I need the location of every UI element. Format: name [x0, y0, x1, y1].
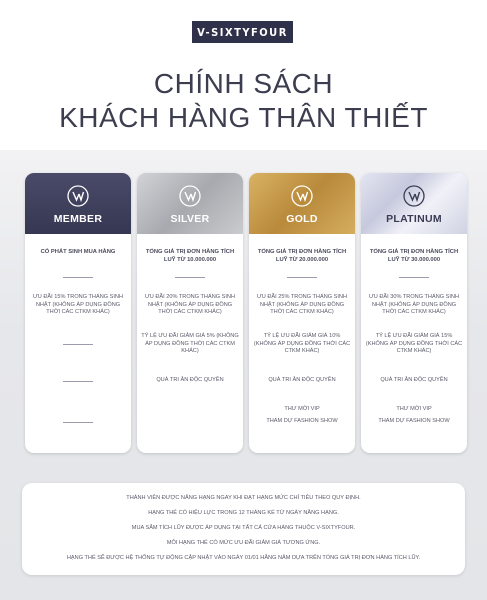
divider: [63, 381, 93, 382]
tier-birthday-benefit: ƯU ĐÃI 20% TRONG THÁNG SINH NHẬT (KHÔNG ÁP DỤNG ĐỒNG THỜI CÁC CTKM KHÁC): [144, 294, 236, 316]
tier-card-header: [137, 173, 243, 234]
tier-logo-icon: [290, 184, 314, 208]
tier-name: SILVER: [170, 213, 210, 225]
tier-name: GOLD: [286, 213, 318, 225]
policy-note: HẠNG THẺ CÓ HIỆU LỰC TRONG 12 THÁNG KỂ TỪ NGÀY NÂNG HẠNG.: [148, 510, 339, 516]
divider: [287, 277, 317, 278]
tier-card-silver: [137, 173, 243, 453]
tier-name: PLATINUM: [386, 213, 442, 225]
policy-note: HẠNG THẺ SẼ ĐƯỢC HỆ THỐNG TỰ ĐỘNG CẬP NHẬT VÀO NGÀY 01/01 HẰNG NĂM DỰA TRÊN TỔNG GIÁ TRỊ ĐƠN HÀNG TÍCH LŨY.: [66, 555, 421, 561]
divider: [63, 277, 93, 278]
tier-gift-benefit: QUÀ TRI ÂN ĐỘC QUYỀN: [156, 377, 224, 383]
tier-show-benefit: THAM DỰ FASHION SHOW: [378, 418, 450, 424]
tier-birthday-benefit: ƯU ĐÃI 15% TRONG THÁNG SINH NHẬT (KHÔNG ÁP DỤNG ĐỒNG THỜI CÁC CTKM KHÁC): [32, 294, 124, 316]
tier-discount-benefit: TỶ LỆ ƯU ĐÃI GIẢM GIÁ 10% (KHÔNG ÁP DỤNG ĐỒNG THỜI CÁC CTKM KHÁC): [253, 333, 351, 355]
page-title-line2: KHÁCH HÀNG THÂN THIẾT: [59, 102, 428, 133]
divider: [63, 344, 93, 345]
tier-card-gold: [249, 173, 355, 453]
tier-discount-benefit: TỶ LỆ ƯU ĐÃI GIẢM GIÁ 15% (KHÔNG ÁP DỤNG ĐỒNG THỜI CÁC CTKM KHÁC): [365, 333, 463, 355]
tier-card-member: [25, 173, 131, 453]
tier-card-header: [25, 173, 131, 234]
policy-note: MỖI HẠNG THẺ CÓ MỨC ƯU ĐÃI GIẢM GIÁ TƯƠNG ỨNG.: [166, 540, 321, 546]
tier-show-benefit: THAM DỰ FASHION SHOW: [266, 418, 338, 424]
tier-name: MEMBER: [53, 213, 103, 225]
tier-vip-benefit: THƯ MỜI VIP: [396, 406, 432, 412]
tier-gift-benefit: QUÀ TRI ÂN ĐỘC QUYỀN: [380, 377, 448, 383]
divider: [63, 422, 93, 423]
tier-card-platinum: [361, 173, 467, 453]
tier-logo-icon: [178, 184, 202, 208]
policy-notes-box: [22, 483, 465, 575]
tier-discount-benefit: TỶ LỆ ƯU ĐÃI GIẢM GIÁ 5% (KHÔNG ÁP DỤNG ĐỒNG THỜI CÁC CTKM KHÁC): [141, 333, 239, 355]
policy-note: THÀNH VIÊN ĐƯỢC NÂNG HẠNG NGAY KHI ĐẠT HẠNG MỨC CHỈ TIÊU THEO QUY ĐỊNH.: [126, 495, 361, 501]
divider: [399, 277, 429, 278]
brand-logo[interactable]: V-SIXTYFOUR: [192, 21, 293, 43]
tier-vip-benefit: THƯ MỜI VIP: [284, 406, 320, 412]
tier-requirement: TỔNG GIÁ TRỊ ĐƠN HÀNG TÍCH LUỸ TỪ 20.000.000: [257, 249, 347, 263]
tier-requirement: CÓ PHÁT SINH MUA HÀNG: [40, 249, 116, 255]
tier-card-header: [361, 173, 467, 234]
divider: [175, 277, 205, 278]
page-title-line1: CHÍNH SÁCH: [153, 68, 334, 99]
tier-logo-icon: [66, 184, 90, 208]
tier-requirement: TỔNG GIÁ TRỊ ĐƠN HÀNG TÍCH LUỸ TỪ 10.000.000: [145, 249, 235, 263]
tier-birthday-benefit: ƯU ĐÃI 25% TRONG THÁNG SINH NHẬT (KHÔNG ÁP DỤNG ĐỒNG THỜI CÁC CTKM KHÁC): [256, 294, 348, 316]
tier-birthday-benefit: ƯU ĐÃI 30% TRONG THÁNG SINH NHẬT (KHÔNG ÁP DỤNG ĐỒNG THỜI CÁC CTKM KHÁC): [368, 294, 460, 316]
policy-note: MUA SẮM TÍCH LŨY ĐƯỢC ÁP DỤNG TẠI TẤT CẢ CỬA HÀNG THUỘC V-SIXTYFOUR.: [131, 525, 356, 531]
tier-logo-icon: [402, 184, 426, 208]
tier-card-header: [249, 173, 355, 234]
tier-gift-benefit: QUÀ TRI ÂN ĐỘC QUYỀN: [268, 377, 336, 383]
tier-requirement: TỔNG GIÁ TRỊ ĐƠN HÀNG TÍCH LUỸ TỪ 30.000.000: [369, 249, 459, 263]
